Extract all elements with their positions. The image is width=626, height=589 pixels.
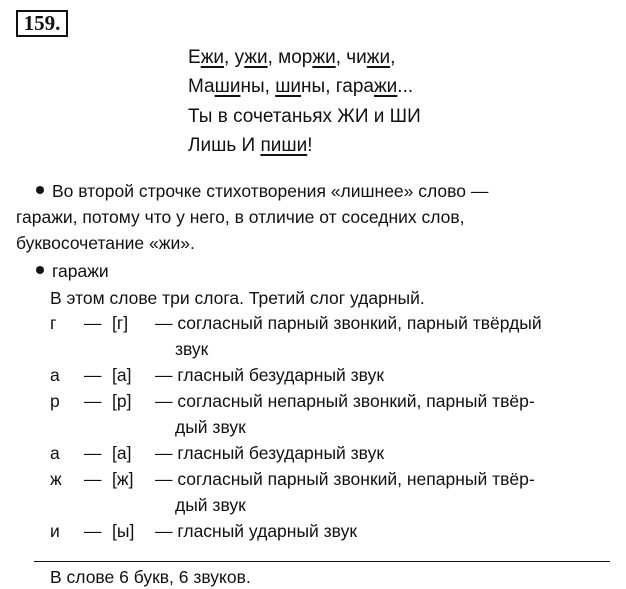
poem-text: , у — [224, 47, 245, 68]
sound-cell: [г] — [112, 313, 129, 333]
dash-cell: — — [84, 313, 102, 333]
letter-cell: г — [50, 313, 57, 333]
sound-cell: [а] — [112, 365, 132, 385]
exercise-number: 159. — [16, 10, 68, 37]
bullet-icon — [36, 266, 44, 274]
poem-text: , — [390, 47, 396, 68]
analysis-syllables: В этом слове три слога. Третий слог ударный. — [50, 288, 425, 308]
explanation-text: Во второй строчке стихотворения «лишнее» слово — — [52, 181, 489, 201]
sound-description: — согласный парный звонкий, непарный твёр- — [155, 469, 535, 489]
dash-cell: — — [84, 391, 102, 411]
poem-text: , мор — [267, 47, 313, 68]
explanation-line-2: гаражи, потому что у него, в отличие от соседних слов, — [16, 207, 465, 227]
poem-text: , чи — [335, 47, 367, 68]
explanation-line-1 — [36, 180, 488, 202]
poem-text: ! — [307, 135, 313, 156]
poem-text: ... — [397, 76, 414, 97]
sound-description: — согласный парный звонкий, парный твёрдый — [155, 313, 542, 333]
sound-description: — согласный непарный звонкий, парный твёр- — [155, 391, 535, 411]
poem-line-4 — [188, 134, 312, 158]
analysis-word-text: гаражи — [52, 261, 109, 281]
letter-cell: а — [50, 365, 60, 385]
poem-text: Е — [188, 47, 201, 68]
poem-underlined: жи — [200, 47, 225, 68]
poem-text: Лишь И — [188, 135, 261, 156]
sound-description-cont: дый звук — [175, 495, 246, 515]
poem-underlined: ши — [275, 76, 302, 97]
bullet-icon — [36, 186, 44, 194]
poem-underlined: ши — [214, 76, 241, 97]
sound-cell: [ж] — [112, 469, 134, 489]
analysis-word — [36, 260, 109, 282]
sound-description-cont: дый звук — [175, 417, 246, 437]
letter-cell: р — [50, 391, 60, 411]
sound-cell: [а] — [112, 443, 132, 463]
sound-description: — гласный безударный звук — [155, 443, 385, 463]
poem-text: Ма — [188, 76, 215, 97]
sound-cell: [ы] — [112, 521, 135, 541]
sound-cell: [р] — [112, 391, 132, 411]
letter-cell: ж — [50, 469, 62, 489]
poem-line-1 — [188, 46, 395, 70]
dash-cell: — — [84, 469, 102, 489]
poem-text: ны, — [240, 76, 276, 97]
poem-underlined: жи — [366, 47, 391, 68]
divider — [34, 561, 610, 562]
letter-cell: и — [50, 521, 60, 541]
explanation-line-3: буквосочетание «жи». — [16, 233, 195, 253]
poem-underlined: жи — [244, 47, 268, 68]
dash-cell: — — [84, 443, 102, 463]
sound-description: — гласный ударный звук — [155, 521, 358, 541]
poem-line-2 — [188, 75, 413, 99]
poem-underlined: пиши — [260, 135, 308, 156]
poem-underlined: жи — [312, 47, 336, 68]
summary: В слове 6 букв, 6 звуков. — [50, 567, 251, 587]
dash-cell: — — [84, 521, 102, 541]
dash-cell: — — [84, 365, 102, 385]
letter-cell: а — [50, 443, 60, 463]
poem-underlined: жи — [373, 76, 398, 97]
poem-text: ны, гара — [301, 76, 374, 97]
poem-line-3: Ты в сочетаньях ЖИ и ШИ — [188, 106, 421, 127]
sound-description: — гласный безударный звук — [155, 365, 385, 385]
sound-description-cont: звук — [175, 339, 209, 359]
